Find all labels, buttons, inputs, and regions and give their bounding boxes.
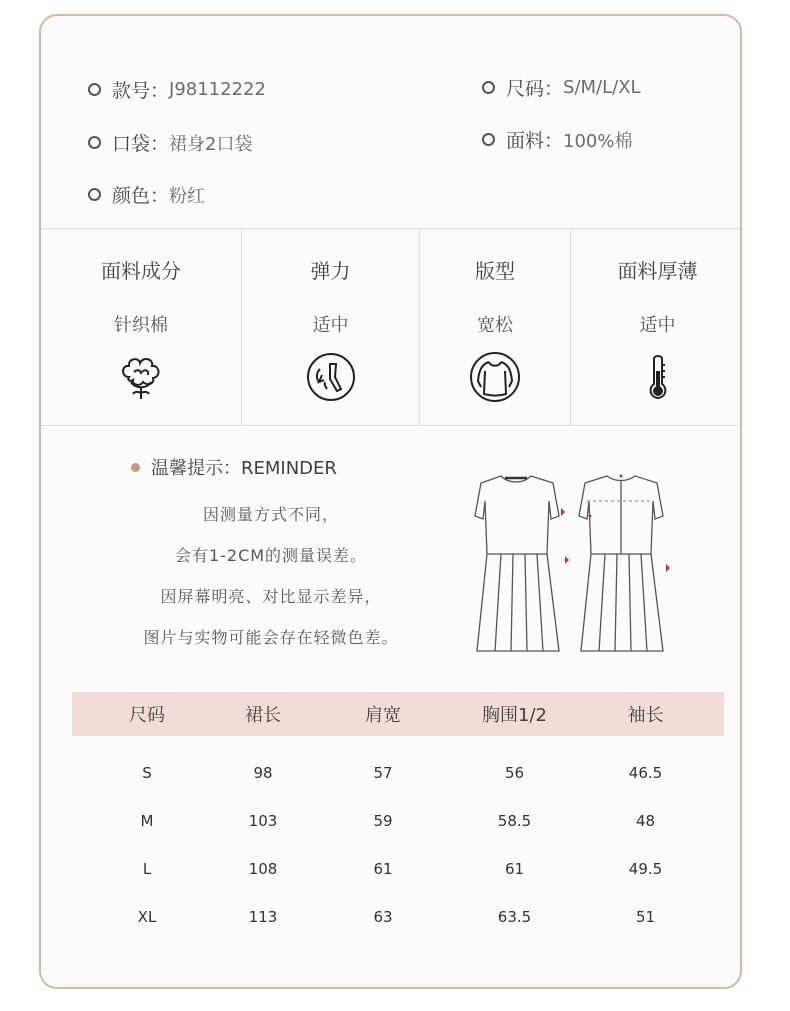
table-row: [72, 797, 724, 845]
table-row: [72, 893, 724, 941]
column-header-bust: 胸围1/2: [482, 705, 547, 726]
reminder-line: 图片与实物可能会存在轻微色差。: [143, 628, 399, 647]
table-cell: 108: [248, 860, 278, 878]
table-cell: 48: [635, 812, 656, 830]
product-detail-card: [39, 14, 742, 989]
bullet-ring-icon: [88, 136, 101, 149]
table-cell: 49.5: [628, 860, 663, 878]
reminder-dot-icon: [131, 463, 140, 472]
table-row: [72, 749, 724, 797]
column-header-sleeve: 袖长: [627, 705, 664, 726]
size-table-body: [72, 749, 724, 941]
info-color: [88, 181, 205, 208]
info-label: 口袋：: [112, 133, 170, 155]
feature-value: 宽松: [477, 315, 513, 336]
size-table-header: [72, 692, 724, 736]
table-cell: 56: [504, 764, 525, 782]
info-label: 尺码：: [506, 78, 564, 100]
feature-value: 适中: [312, 315, 349, 336]
feature-title: 面料成分: [101, 259, 181, 283]
feature-fit: [419, 229, 570, 425]
info-label: 颜色：: [112, 185, 170, 207]
table-cell: 58.5: [497, 812, 532, 830]
feature-fabric-composition: [41, 229, 241, 425]
table-cell: 46.5: [628, 764, 663, 782]
reminder-section: [41, 426, 740, 676]
column-header-shoulder: 肩宽: [365, 705, 401, 726]
size-table: [72, 692, 724, 941]
feature-title: 版型: [475, 259, 515, 283]
reminder-line: 会有1-2CM的测量误差。: [174, 546, 368, 565]
table-cell: S: [142, 764, 152, 782]
table-cell: M: [140, 812, 154, 830]
loose-top-icon: [469, 351, 521, 403]
info-pocket: [88, 129, 252, 156]
reminder-line: 因屏幕明亮、对比显示差异，: [160, 587, 382, 606]
info-label: 面料：: [506, 130, 564, 152]
feature-title: 面料厚薄: [617, 259, 698, 283]
dress-measurement-illustration: [461, 456, 701, 656]
info-value: 100%棉: [563, 130, 633, 152]
column-header-size: 尺码: [129, 705, 165, 726]
info-label: 款号：: [112, 80, 170, 102]
info-size: [482, 74, 641, 101]
bullet-ring-icon: [482, 133, 495, 146]
bullet-ring-icon: [88, 188, 101, 201]
table-cell: 61: [504, 860, 525, 878]
reminder-heading-text: 温馨提示：REMINDER: [151, 458, 337, 479]
table-cell: 59: [373, 812, 393, 830]
table-cell: L: [142, 860, 152, 878]
table-cell: 61: [373, 860, 393, 878]
info-fabric: [482, 126, 632, 153]
info-value: S/M/L/XL: [563, 77, 641, 98]
info-value: 粉红: [169, 185, 206, 207]
table-cell: 103: [248, 812, 278, 830]
cotton-flower-icon: [115, 351, 167, 403]
feature-grid: [41, 228, 740, 426]
table-row: [72, 845, 724, 893]
feature-value: 针织棉: [114, 315, 168, 336]
table-cell: 57: [373, 764, 393, 782]
reminder-line: 因测量方式不同，: [202, 505, 339, 524]
thermometer-icon: [632, 351, 684, 403]
product-info-section: [41, 16, 740, 228]
table-cell: 63: [373, 908, 393, 926]
info-value: J98112222: [169, 79, 266, 100]
table-cell: 51: [635, 908, 656, 926]
bullet-ring-icon: [88, 83, 101, 96]
feature-thickness: [570, 229, 742, 425]
bullet-ring-icon: [482, 81, 495, 94]
table-cell: 113: [248, 908, 278, 926]
column-header-length: 裙长: [245, 705, 281, 726]
feature-title: 弹力: [310, 259, 351, 283]
feature-value: 适中: [639, 315, 676, 336]
feature-elasticity: [241, 229, 419, 425]
table-cell: 98: [253, 764, 273, 782]
stretch-leg-icon: [305, 351, 357, 403]
info-style-no: [88, 76, 266, 103]
table-cell: XL: [137, 908, 157, 926]
reminder-heading: [131, 454, 337, 480]
table-cell: 63.5: [497, 908, 532, 926]
info-value: 裙身2口袋: [169, 133, 253, 155]
